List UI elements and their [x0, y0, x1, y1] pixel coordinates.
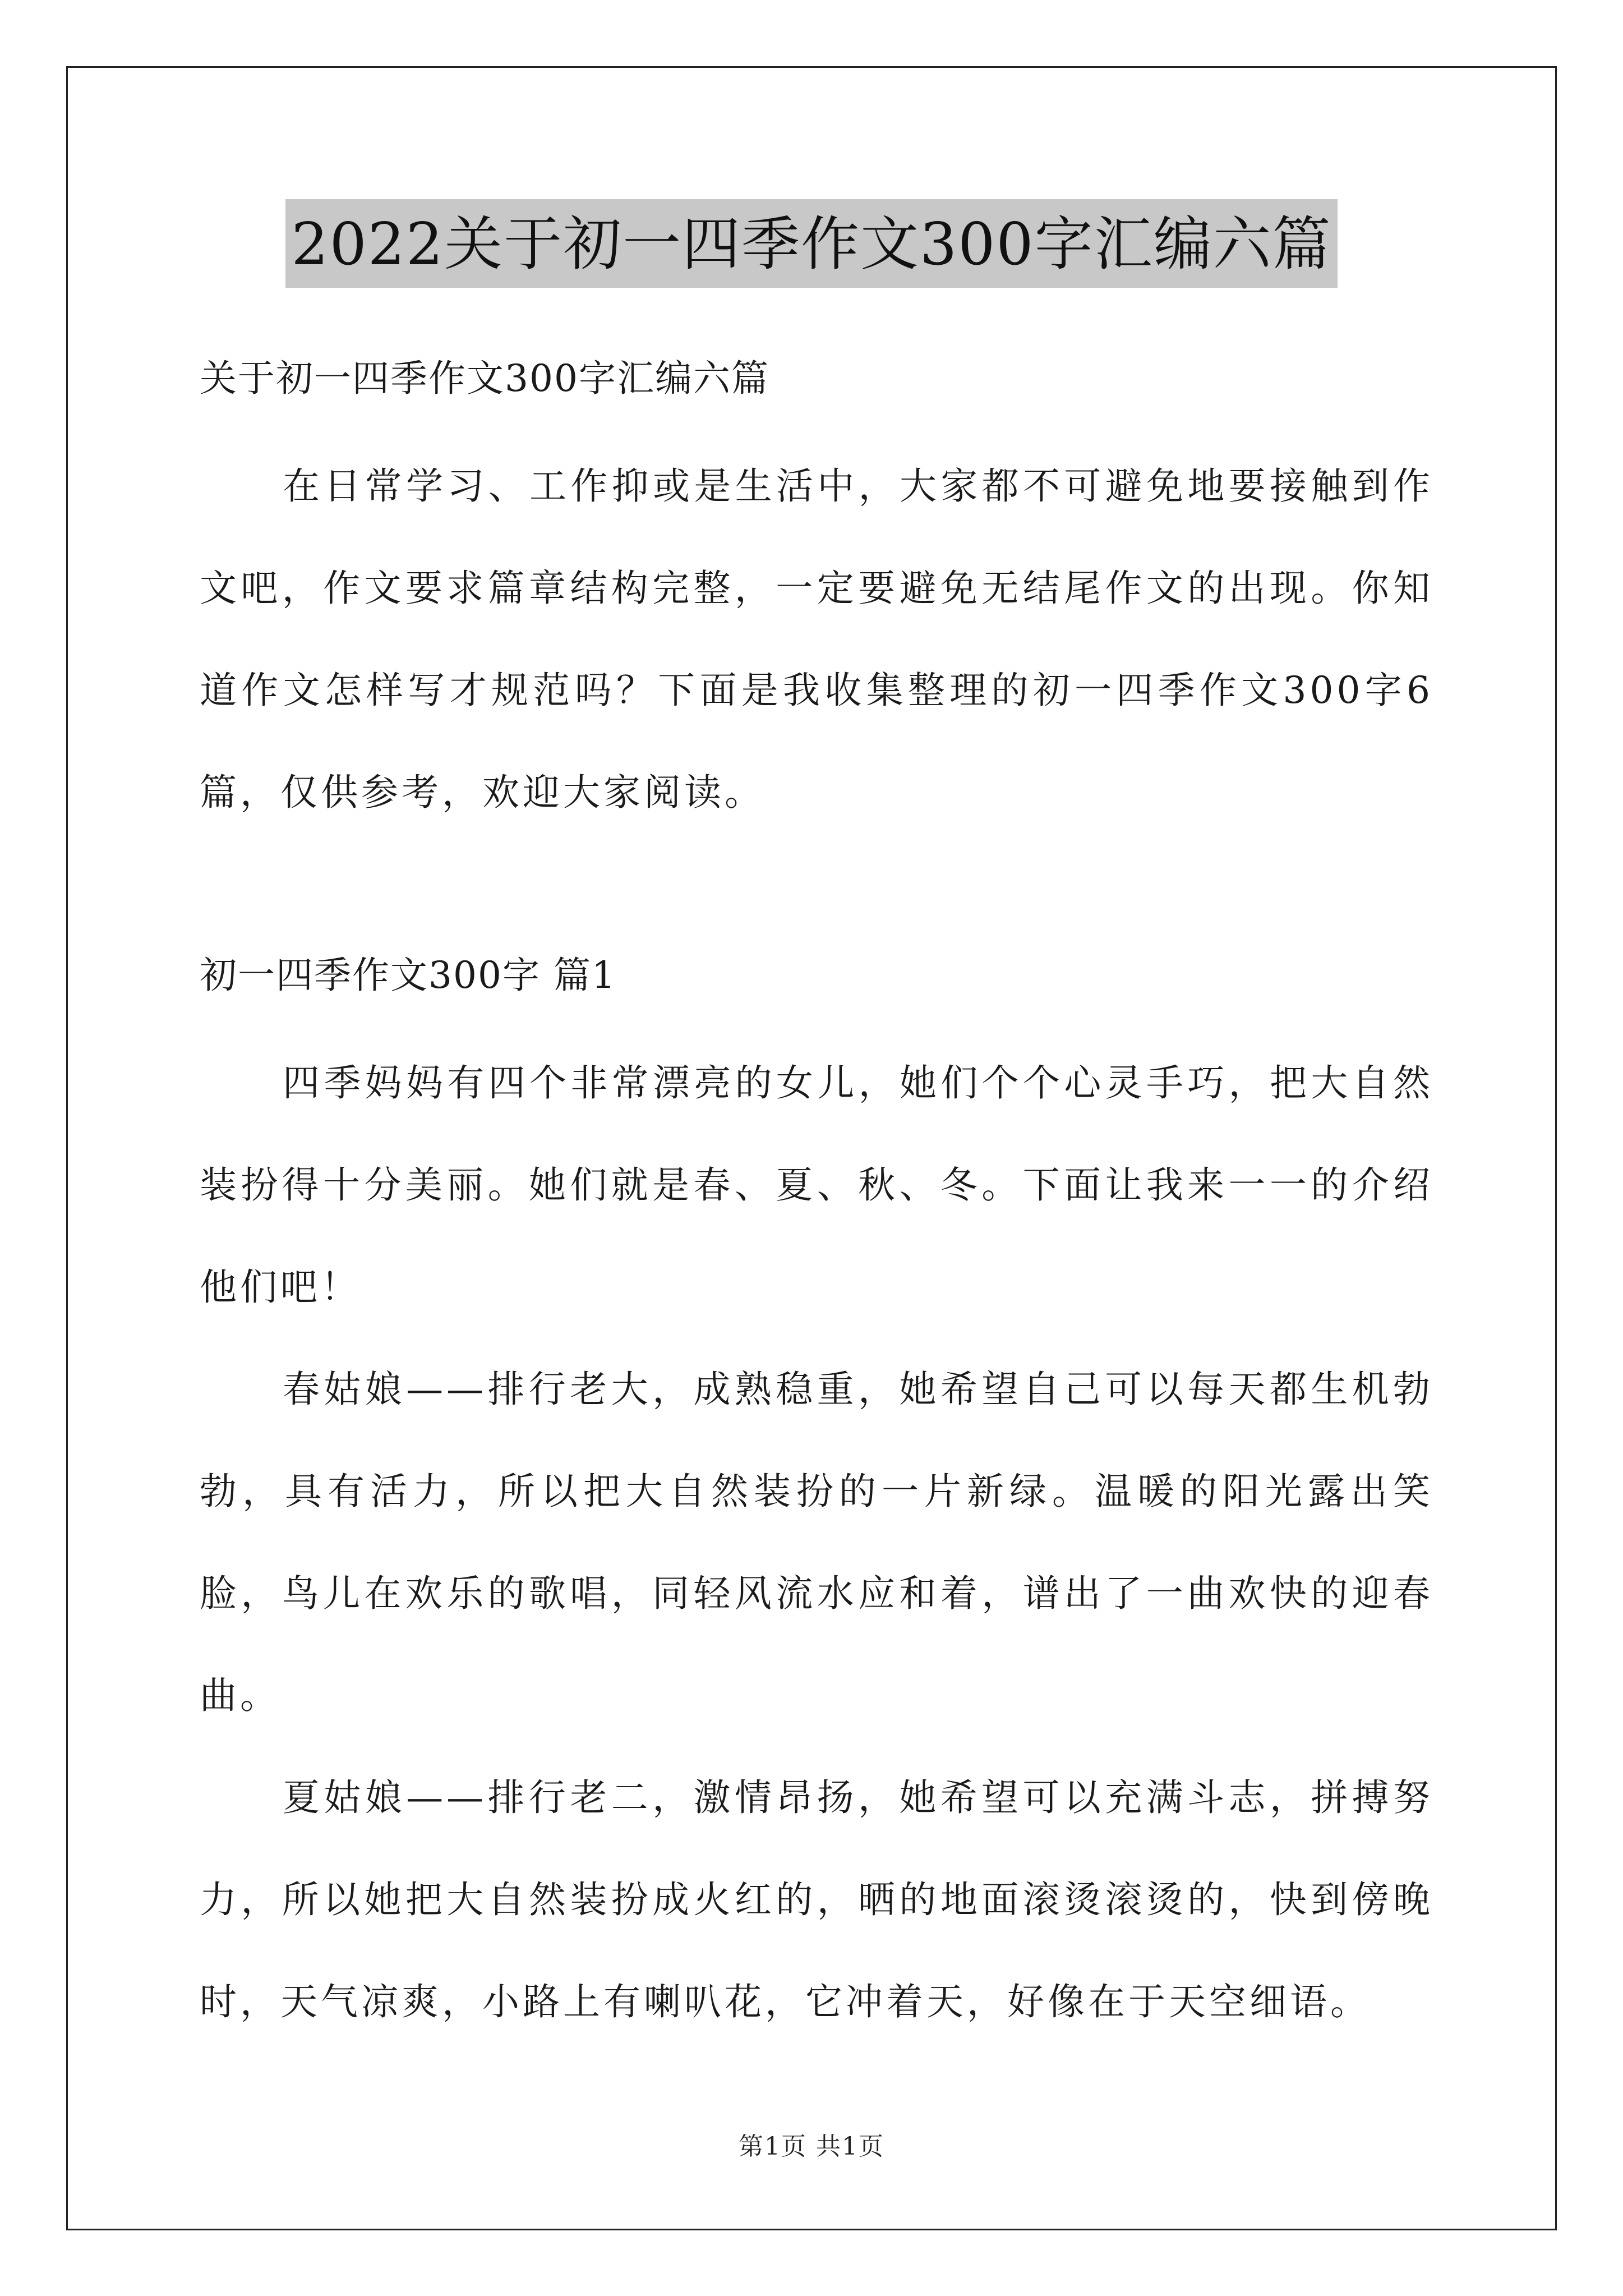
intro-paragraph: 在日常学习、工作抑或是生活中，大家都不可避免地要接触到作文吧，作文要求篇章结构完整，一定要避免无结尾作文的出现。你知道作文怎样写才规范吗？下面是我收集整理的初一四季作文300字6篇，仅供参考，欢迎大家阅读。 — [200, 464, 1433, 814]
essay-section-1 — [200, 939, 1433, 2053]
document-subtitle: 关于初一四季作文300字汇编六篇 — [200, 357, 769, 400]
document-title: 2022关于初一四季作文300字汇编六篇 — [285, 199, 1337, 288]
paragraph: 夏姑娘——排行老二，激情昂扬，她希望可以充满斗志，拼搏努力，所以她把大自然装扮成火红的，晒的地面滚烫滚烫的，快到傍晚时，天气凉爽，小路上有喇叭花，它冲着天，好像在于天空细语。 — [200, 1776, 1433, 2023]
section-heading: 初一四季作文300字 篇1 — [200, 954, 616, 997]
title-container — [0, 199, 1623, 288]
paragraph: 四季妈妈有四个非常漂亮的女儿，她们个个心灵手巧，把大自然装扮得十分美丽。她们就是春、夏、秋、冬。下面让我来一一的介绍他们吧！ — [200, 1061, 1433, 1309]
paragraph: 春姑娘——排行老大，成熟稳重，她希望自己可以每天都生机勃勃，具有活力，所以把大自然装扮的一片新绿。温暖的阳光露出笑脸，鸟儿在欢乐的歌唱，同轻风流水应和着，谱出了一曲欢快的迎春曲。 — [200, 1368, 1433, 1717]
document-body — [200, 342, 1433, 2053]
page-number-footer: 第1页 共1页 — [739, 2132, 884, 2161]
